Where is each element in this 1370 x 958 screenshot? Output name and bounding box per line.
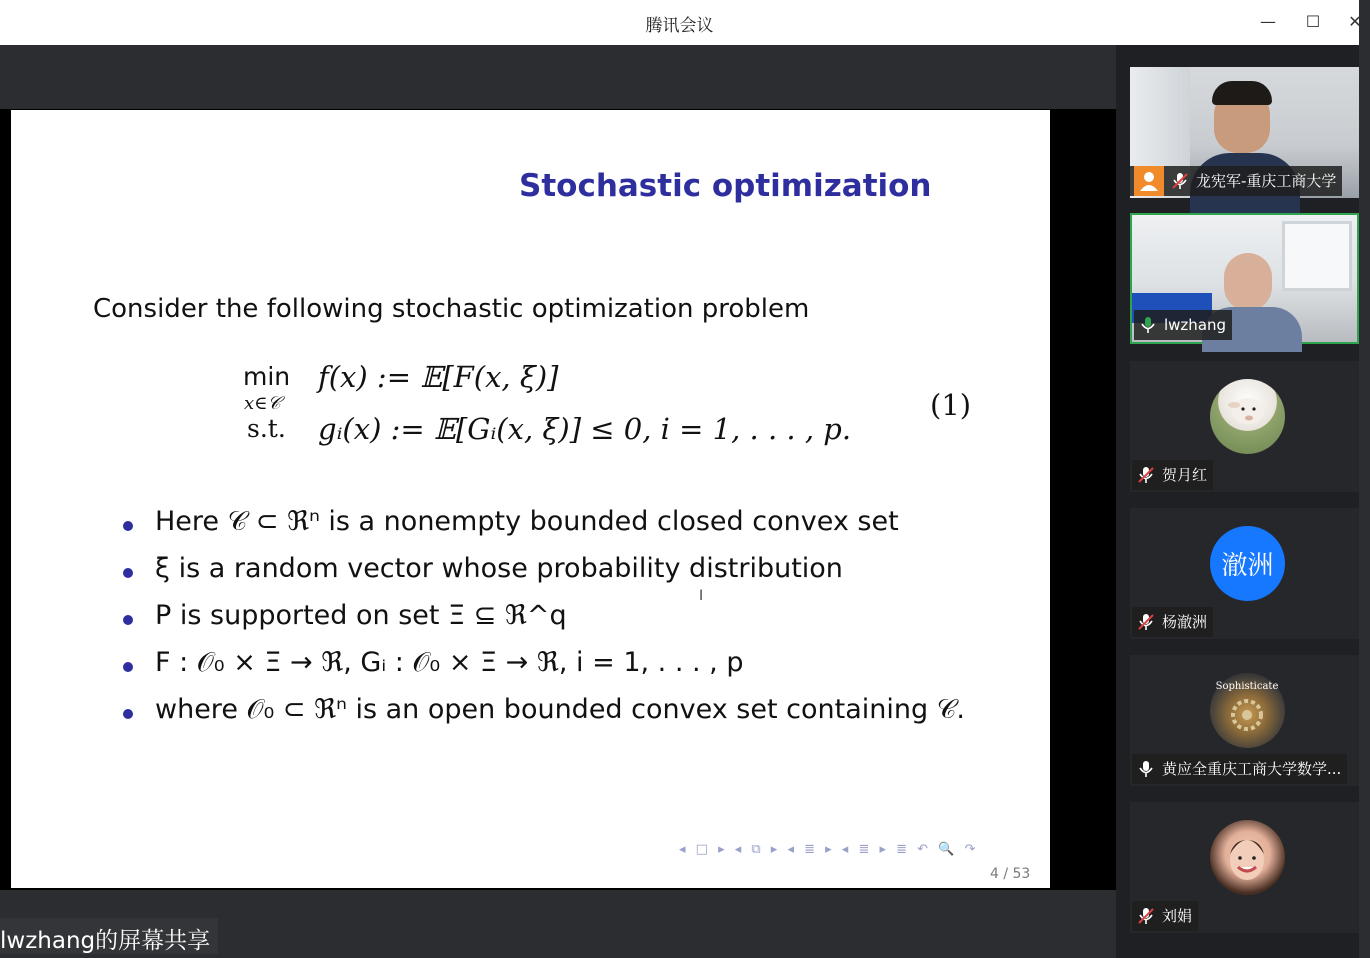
- avatar: [1210, 673, 1285, 748]
- hair-shape: [1212, 81, 1272, 105]
- window-shape: [1282, 221, 1352, 291]
- mic-muted-icon: [1136, 906, 1156, 926]
- mic-icon: [1136, 759, 1156, 779]
- bullet-dot: [123, 568, 133, 578]
- eq-min-sub: x∈𝒞: [244, 393, 281, 414]
- screen-share-area[interactable]: [0, 45, 1116, 958]
- participant-tile[interactable]: [1130, 67, 1359, 198]
- eq-objective: f(x) := 𝔼[F(x, ξ)]: [318, 360, 559, 394]
- avatar: [1210, 820, 1285, 895]
- window-title: 腾讯会议: [645, 16, 714, 36]
- bullet-dot: [123, 662, 133, 672]
- gear-icon: [1210, 673, 1285, 748]
- avatar: [1210, 526, 1285, 601]
- text-cursor-icon: I: [699, 588, 704, 604]
- participant-tile[interactable]: [1130, 508, 1359, 639]
- bullet-text: Here 𝒞 ⊂ ℜⁿ is a nonempty bounded closed convex set: [155, 506, 899, 537]
- bullet-text: ξ is a random vector whose probability distribution: [155, 553, 843, 584]
- bullet-dot: [123, 615, 133, 625]
- screen-share-label: lwzhang的屏幕共享: [0, 918, 218, 954]
- bullet-text: P is supported on set Ξ ⊆ ℜ^q: [155, 600, 567, 631]
- participant-tile[interactable]: [1130, 802, 1359, 933]
- participant-name: 龙宪军-重庆工商大学: [1196, 172, 1337, 190]
- mic-active-icon: [1138, 315, 1158, 335]
- slide-intro: Consider the following stochastic optimization problem: [93, 294, 810, 324]
- eq-constraint: gᵢ(x) := 𝔼[Gᵢ(x, ξ)] ≤ 0, i = 1, . . . , p.: [318, 412, 852, 446]
- bullet-text: where 𝒪₀ ⊂ ℜⁿ is an open bounded convex set containing 𝒞.: [155, 694, 965, 725]
- minimize-button[interactable]: —: [1260, 12, 1276, 31]
- close-button[interactable]: ✕: [1348, 12, 1362, 31]
- beamer-nav-controls[interactable]: ◂ □ ▸ ◂ ⧉ ▸ ◂ ≣ ▸ ◂ ≣ ▸ ≣ ↶ 🔍 ↷: [679, 842, 979, 857]
- eq-number: (1): [930, 388, 972, 422]
- participant-name-tag: [1130, 166, 1342, 196]
- avatar-text: Sophisticate: [1215, 681, 1279, 692]
- participant-name: 黄应全重庆工商大学数学...: [1162, 760, 1342, 778]
- avatar-text: 澈洲: [1221, 551, 1274, 581]
- slide-title: Stochastic optimization: [519, 168, 932, 204]
- participant-sidebar[interactable]: [1116, 45, 1359, 958]
- bullet-dot: [123, 709, 133, 719]
- maximize-button[interactable]: ☐: [1305, 12, 1321, 31]
- participant-name: 刘娟: [1162, 907, 1193, 925]
- title-bar: [0, 0, 1362, 45]
- participant-tile-active[interactable]: [1130, 213, 1359, 344]
- avatar: [1210, 379, 1285, 454]
- participant-name-tag: [1132, 754, 1347, 784]
- mic-muted-icon: [1136, 465, 1156, 485]
- sheep-icon: [1210, 379, 1285, 454]
- participant-name-tag: [1132, 901, 1198, 931]
- person-icon: [1210, 820, 1285, 895]
- participant-name: 杨澈洲: [1162, 613, 1208, 631]
- participant-tile[interactable]: [1130, 655, 1359, 786]
- participant-name-tag: [1132, 607, 1213, 637]
- participant-name: lwzhang: [1164, 316, 1227, 334]
- eq-min: min: [243, 362, 291, 391]
- slide: [11, 110, 1050, 888]
- eq-st: s.t.: [247, 414, 286, 443]
- participant-tile[interactable]: [1130, 361, 1359, 492]
- user-icon: [1134, 166, 1164, 196]
- mic-muted-icon: [1170, 171, 1190, 191]
- bullet-dot: [123, 521, 133, 531]
- participant-name-tag: [1132, 460, 1213, 490]
- face-shape: [1224, 253, 1272, 311]
- mic-muted-icon: [1136, 612, 1156, 632]
- participant-name: 贺月红: [1162, 466, 1208, 484]
- bullet-text: F : 𝒪₀ × Ξ → ℜ, Gᵢ : 𝒪₀ × Ξ → ℜ, i = 1, . . . , p: [155, 647, 744, 678]
- page-number: 4 / 53: [990, 866, 1031, 882]
- participant-name-tag: [1134, 310, 1232, 340]
